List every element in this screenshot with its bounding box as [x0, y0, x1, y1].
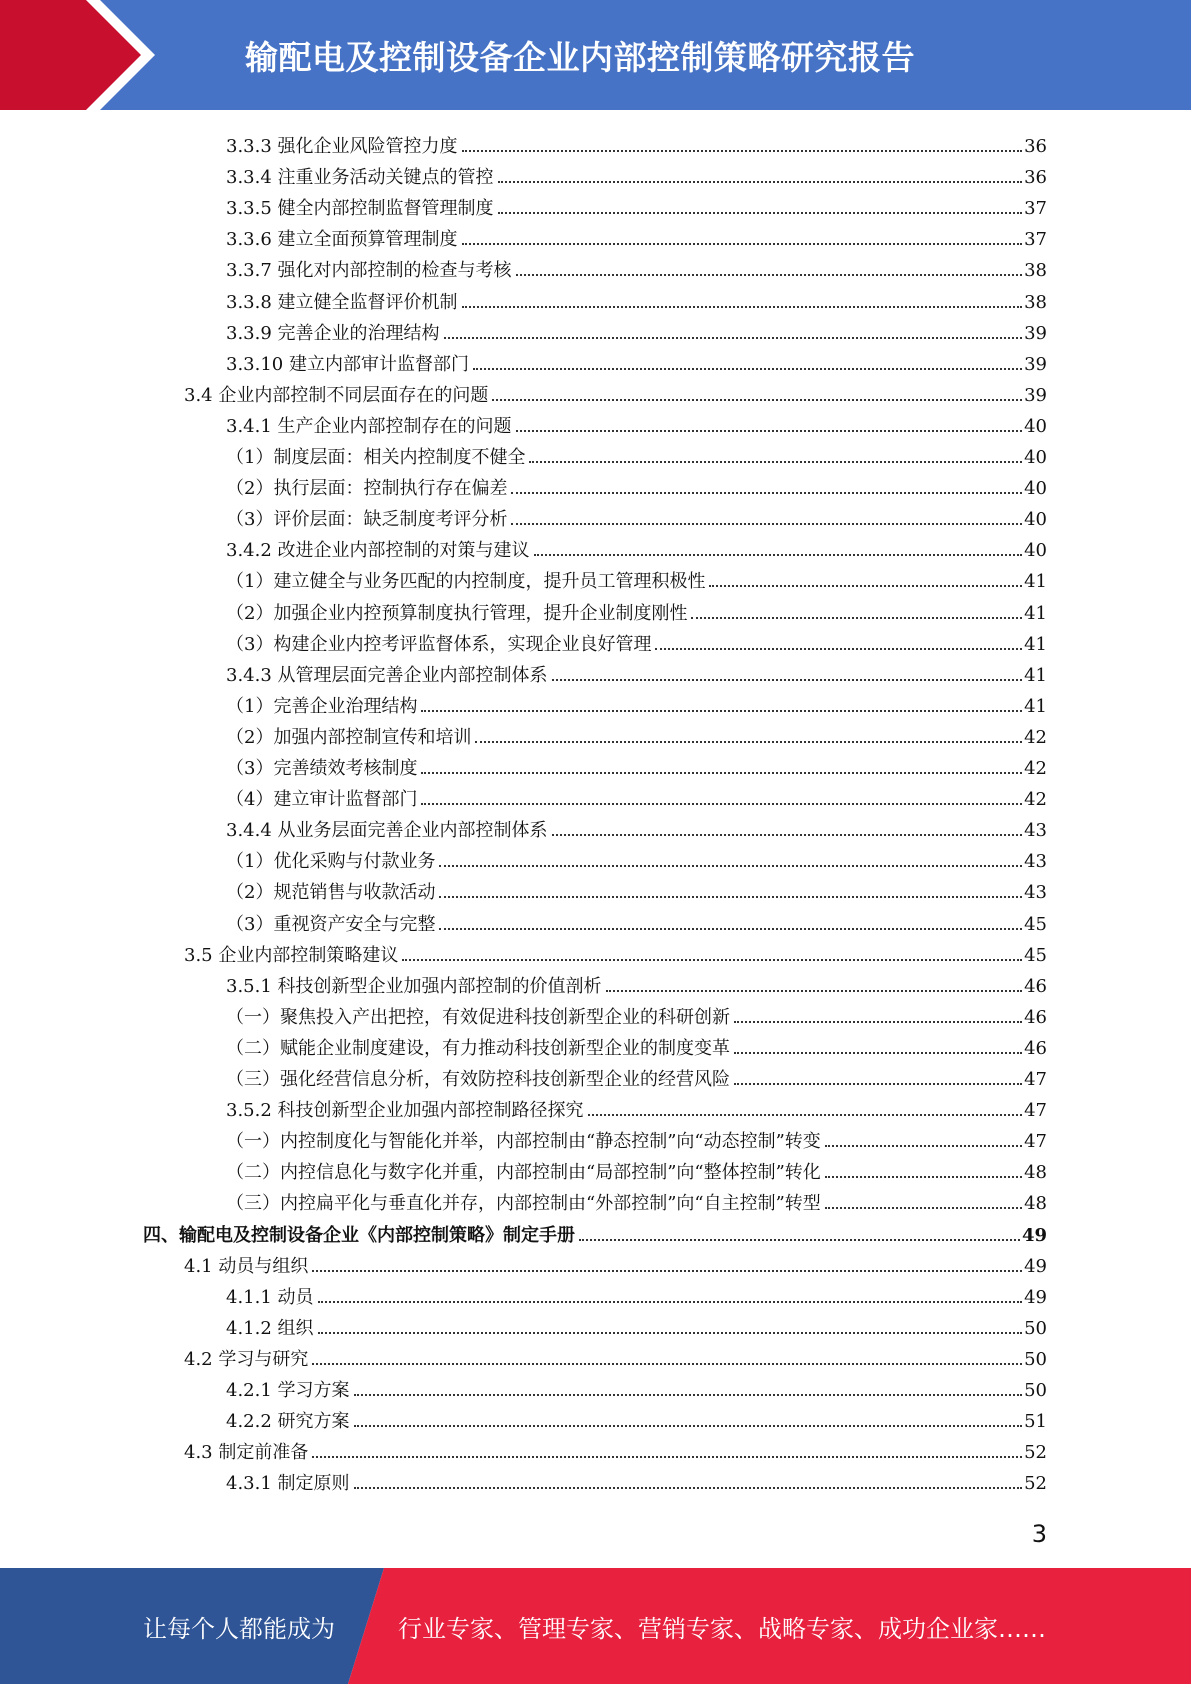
toc-entry-label: （3）评价层面：缺乏制度考评分析	[226, 509, 508, 531]
toc-entry[interactable]	[226, 1153, 1047, 1184]
toc-entry[interactable]	[226, 407, 1047, 438]
toc-entry-label: （2）加强内部控制宣传和培训	[226, 726, 472, 748]
toc-dot-leader	[473, 368, 1022, 370]
toc-entry-label: （三）内控扁平化与垂直化并存，内部控制由“外部控制”向“自主控制”转型	[226, 1193, 821, 1215]
toc-entry[interactable]	[226, 811, 1047, 842]
toc-entry-label: 4.1 动员与组织	[184, 1255, 309, 1277]
toc-entry-page: 50	[1024, 1348, 1047, 1370]
toc-entry-page: 41	[1024, 571, 1047, 593]
toc-dot-leader	[511, 523, 1022, 525]
toc-entry-page: 36	[1024, 167, 1047, 189]
toc-entry[interactable]	[226, 531, 1047, 562]
toc-dot-leader	[529, 461, 1022, 463]
toc-entry-label: 4.2.1 学习方案	[226, 1380, 350, 1401]
toc-entry-page: 39	[1024, 322, 1047, 344]
toc-dot-leader	[734, 1021, 1022, 1023]
toc-dot-leader	[444, 337, 1023, 339]
toc-dot-leader	[579, 1239, 1020, 1241]
toc-entry-page: 40	[1024, 478, 1047, 500]
toc-dot-leader	[825, 1145, 1022, 1147]
toc-entry-page: 43	[1024, 820, 1047, 842]
toc-entry-label: 3.3.8 建立健全监督评价机制	[226, 291, 458, 313]
toc-dot-leader	[421, 803, 1022, 805]
toc-dot-leader	[475, 741, 1022, 743]
toc-entry-page: 43	[1024, 882, 1047, 904]
toc-entry[interactable]	[226, 1278, 1047, 1309]
toc-dot-leader	[655, 648, 1022, 650]
toc-entry[interactable]	[184, 936, 1047, 967]
toc-entry-label: （1）制度层面：相关内控制度不健全	[226, 447, 526, 468]
toc-entry-page: 47	[1024, 1069, 1047, 1090]
toc-entry[interactable]	[226, 967, 1047, 998]
toc-entry[interactable]	[226, 1464, 1047, 1495]
toc-entry[interactable]	[226, 780, 1047, 811]
toc-entry[interactable]	[226, 189, 1047, 220]
toc-entry-label: 3.4 企业内部控制不同层面存在的问题	[184, 384, 489, 406]
toc-dot-leader	[552, 679, 1023, 681]
toc-entry[interactable]	[226, 127, 1047, 158]
toc-dot-leader	[318, 1301, 1023, 1303]
toc-dot-leader	[709, 585, 1022, 587]
toc-entry[interactable]	[226, 500, 1047, 531]
toc-entry-label: 3.4.3 从管理层面完善企业内部控制体系	[226, 664, 548, 686]
toc-dot-leader	[534, 554, 1023, 556]
toc-entry-label: （2）加强企业内控预算制度执行管理，提升企业制度刚性	[226, 602, 688, 624]
toc-dot-leader	[312, 1363, 1022, 1365]
toc-dot-leader	[606, 990, 1023, 992]
toc-entry-page: 40	[1024, 540, 1047, 562]
toc-dot-leader	[825, 1207, 1022, 1209]
toc-entry[interactable]	[226, 718, 1047, 749]
toc-entry-page: 51	[1024, 1411, 1047, 1433]
toc-entry-page: 39	[1024, 384, 1047, 406]
toc-entry-page: 39	[1024, 353, 1047, 375]
toc-entry[interactable]	[226, 1091, 1047, 1122]
toc-dot-leader	[462, 243, 1023, 245]
toc-entry-page: 45	[1024, 913, 1047, 935]
toc-entry-page: 41	[1024, 602, 1047, 624]
toc-entry-label: （一）内控制度化与智能化并举，内部控制由“静态控制”向“动态控制”转变	[226, 1131, 821, 1153]
toc-entry[interactable]	[226, 469, 1047, 500]
toc-entry-page: 48	[1024, 1162, 1047, 1184]
toc-entry-page: 36	[1024, 136, 1047, 157]
toc-dot-leader	[439, 928, 1022, 930]
page-footer	[0, 1568, 1191, 1684]
toc-dot-leader	[498, 212, 1023, 214]
toc-dot-leader	[421, 710, 1022, 712]
toc-dot-leader	[552, 834, 1023, 836]
toc-entry-label: 3.3.6 建立全面预算管理制度	[226, 229, 458, 251]
toc-entry-page: 40	[1024, 415, 1047, 437]
toc-entry-page: 41	[1024, 664, 1047, 686]
toc-entry[interactable]	[226, 1122, 1047, 1153]
toc-entry-label: 3.4.2 改进企业内部控制的对策与建议	[226, 540, 530, 562]
toc-entry-page: 47	[1024, 1100, 1047, 1122]
toc-entry-label: （3）完善绩效考核制度	[226, 758, 418, 779]
toc-dot-leader	[312, 1456, 1022, 1458]
toc-entry-page: 48	[1024, 1193, 1047, 1215]
toc-entry-label: 3.3.7 强化对内部控制的检查与考核	[226, 260, 512, 282]
toc-entry-page: 46	[1024, 1006, 1047, 1028]
toc-entry-label: 3.5 企业内部控制策略建议	[184, 944, 399, 966]
toc-entry-label: 四、输配电及控制设备企业《内部控制策略》制定手册	[143, 1224, 575, 1246]
toc-entry-label: 4.3.1 制定原则	[226, 1473, 350, 1495]
toc-dot-leader	[312, 1270, 1022, 1272]
toc-entry-label: 3.3.10 建立内部审计监督部门	[226, 353, 469, 375]
toc-entry-label: （1）优化采购与付款业务	[226, 851, 436, 873]
toc-entry-label: 3.3.3 强化企业风险管控力度	[226, 136, 458, 157]
toc-entry-page: 50	[1024, 1317, 1047, 1339]
toc-entry[interactable]	[184, 1247, 1047, 1278]
toc-entry-page: 49	[1021, 1224, 1047, 1246]
toc-entry[interactable]	[226, 905, 1047, 936]
toc-entry-page: 38	[1024, 260, 1047, 282]
toc-entry-label: （1）建立健全与业务匹配的内控制度，提升员工管理积极性	[226, 571, 706, 593]
toc-entry-label: 4.3 制定前准备	[184, 1442, 309, 1464]
toc-entry[interactable]	[226, 1184, 1047, 1215]
toc-entry-page: 49	[1024, 1286, 1047, 1308]
toc-entry-label: （2）规范销售与收款活动	[226, 882, 436, 904]
toc-dot-leader	[516, 274, 1023, 276]
toc-entry-page: 46	[1024, 1037, 1047, 1059]
toc-dot-leader	[462, 306, 1023, 308]
toc-dot-leader	[516, 430, 1023, 432]
toc-entry-page: 52	[1024, 1442, 1047, 1464]
toc-dot-leader	[439, 865, 1022, 867]
toc-entry-label: （二）赋能企业制度建设，有力推动科技创新型企业的制度变革	[226, 1037, 730, 1059]
toc-entry[interactable]	[226, 438, 1047, 469]
toc-dot-leader	[439, 896, 1022, 898]
toc-entry[interactable]	[226, 1402, 1047, 1433]
toc-entry[interactable]	[226, 1060, 1047, 1091]
toc-dot-leader	[734, 1052, 1022, 1054]
toc-entry[interactable]	[143, 1216, 1047, 1247]
toc-dot-leader	[318, 1332, 1023, 1334]
toc-dot-leader	[734, 1083, 1022, 1085]
toc-entry-label: 4.2.2 研究方案	[226, 1411, 350, 1433]
footer-slogan-left: 让每个人都能成为	[143, 1614, 335, 1643]
toc-entry[interactable]	[226, 562, 1047, 593]
toc-entry[interactable]	[226, 251, 1047, 282]
toc-entry-label: （三）强化经营信息分析，有效防控科技创新型企业的经营风险	[226, 1069, 730, 1090]
toc-entry[interactable]	[226, 158, 1047, 189]
toc-entry-label: 3.3.4 注重业务活动关键点的管控	[226, 167, 494, 189]
toc-entry-label: 3.4.4 从业务层面完善企业内部控制体系	[226, 820, 548, 842]
toc-entry[interactable]	[226, 1371, 1047, 1402]
toc-dot-leader	[691, 617, 1022, 619]
toc-dot-leader	[354, 1425, 1023, 1427]
toc-entry-label: 3.4.1 生产企业内部控制存在的问题	[226, 415, 512, 437]
toc-entry-label: （1）完善企业治理结构	[226, 695, 418, 717]
toc-dot-leader	[588, 1114, 1023, 1116]
toc-entry-label: （4）建立审计监督部门	[226, 789, 418, 811]
toc-dot-leader	[421, 772, 1022, 774]
toc-entry-page: 40	[1024, 447, 1047, 468]
toc-entry-page: 47	[1024, 1131, 1047, 1153]
toc-entry[interactable]	[226, 220, 1047, 251]
toc-dot-leader	[354, 1487, 1023, 1489]
toc-entry-page: 49	[1024, 1255, 1047, 1277]
toc-entry-page: 37	[1024, 198, 1047, 220]
toc-dot-leader	[354, 1394, 1023, 1396]
toc-entry-label: 4.1.2 组织	[226, 1317, 314, 1339]
toc-entry-label: 3.3.9 完善企业的治理结构	[226, 322, 440, 344]
toc-entry-page: 38	[1024, 291, 1047, 313]
toc-entry-page: 52	[1024, 1473, 1047, 1495]
toc-entry-label: 4.1.1 动员	[226, 1286, 314, 1308]
toc-entry[interactable]	[184, 1340, 1047, 1371]
toc-entry[interactable]	[226, 314, 1047, 345]
toc-entry-page: 43	[1024, 851, 1047, 873]
toc-entry[interactable]	[226, 1309, 1047, 1340]
toc-dot-leader	[498, 181, 1023, 183]
toc-dot-leader	[492, 399, 1022, 401]
toc-dot-leader	[462, 150, 1023, 152]
toc-entry-page: 40	[1024, 509, 1047, 531]
toc-entry-label: （二）内控信息化与数字化并重，内部控制由“局部控制”向“整体控制”转化	[226, 1162, 821, 1184]
toc-entry-page: 42	[1024, 789, 1047, 811]
header-chevron-graphic	[0, 0, 160, 110]
toc-entry[interactable]	[226, 656, 1047, 687]
footer-slogan-right: 行业专家、管理专家、营销专家、战略专家、成功企业家……	[398, 1614, 1046, 1643]
toc-dot-leader	[825, 1176, 1022, 1178]
toc-entry[interactable]	[226, 283, 1047, 314]
toc-entry-label: （3）重视资产安全与完整	[226, 913, 436, 935]
toc-entry[interactable]	[226, 749, 1047, 780]
toc-entry-page: 37	[1024, 229, 1047, 251]
toc-entry-label: 4.2 学习与研究	[184, 1348, 309, 1370]
report-title: 输配电及控制设备企业内部控制策略研究报告	[245, 37, 915, 77]
toc-dot-leader	[402, 959, 1022, 961]
toc-entry-page: 41	[1024, 633, 1047, 655]
toc-entry[interactable]	[226, 1029, 1047, 1060]
toc-entry[interactable]	[226, 873, 1047, 904]
toc-entry-label: 3.5.1 科技创新型企业加强内部控制的价值剖析	[226, 975, 602, 997]
toc-entry-page: 50	[1024, 1380, 1047, 1401]
toc-entry-label: 3.3.5 健全内部控制监督管理制度	[226, 198, 494, 220]
toc-entry-label: （2）执行层面：控制执行存在偏差	[226, 478, 508, 500]
toc-entry[interactable]	[226, 625, 1047, 656]
toc-entry[interactable]	[226, 345, 1047, 376]
toc-entry[interactable]	[226, 594, 1047, 625]
toc-entry[interactable]	[226, 842, 1047, 873]
toc-entry-label: （一）聚焦投入产出把控，有效促进科技创新型企业的科研创新	[226, 1006, 730, 1028]
toc-dot-leader	[511, 492, 1022, 494]
page-header	[0, 0, 1191, 110]
toc-entry-page: 46	[1024, 975, 1047, 997]
toc-entry-page: 42	[1024, 758, 1047, 779]
page-number: 3	[1031, 1520, 1047, 1548]
toc-entry[interactable]	[226, 687, 1047, 718]
toc-entry[interactable]	[226, 998, 1047, 1029]
toc-entry-label: （3）构建企业内控考评监督体系，实现企业良好管理	[226, 633, 652, 655]
toc-entry-page: 45	[1024, 944, 1047, 966]
toc-entry[interactable]	[184, 1433, 1047, 1464]
toc-entry-page: 41	[1024, 695, 1047, 717]
toc-entry-label: 3.5.2 科技创新型企业加强内部控制路径探究	[226, 1100, 584, 1122]
toc-entry[interactable]	[184, 376, 1047, 407]
toc-entry-page: 42	[1024, 726, 1047, 748]
